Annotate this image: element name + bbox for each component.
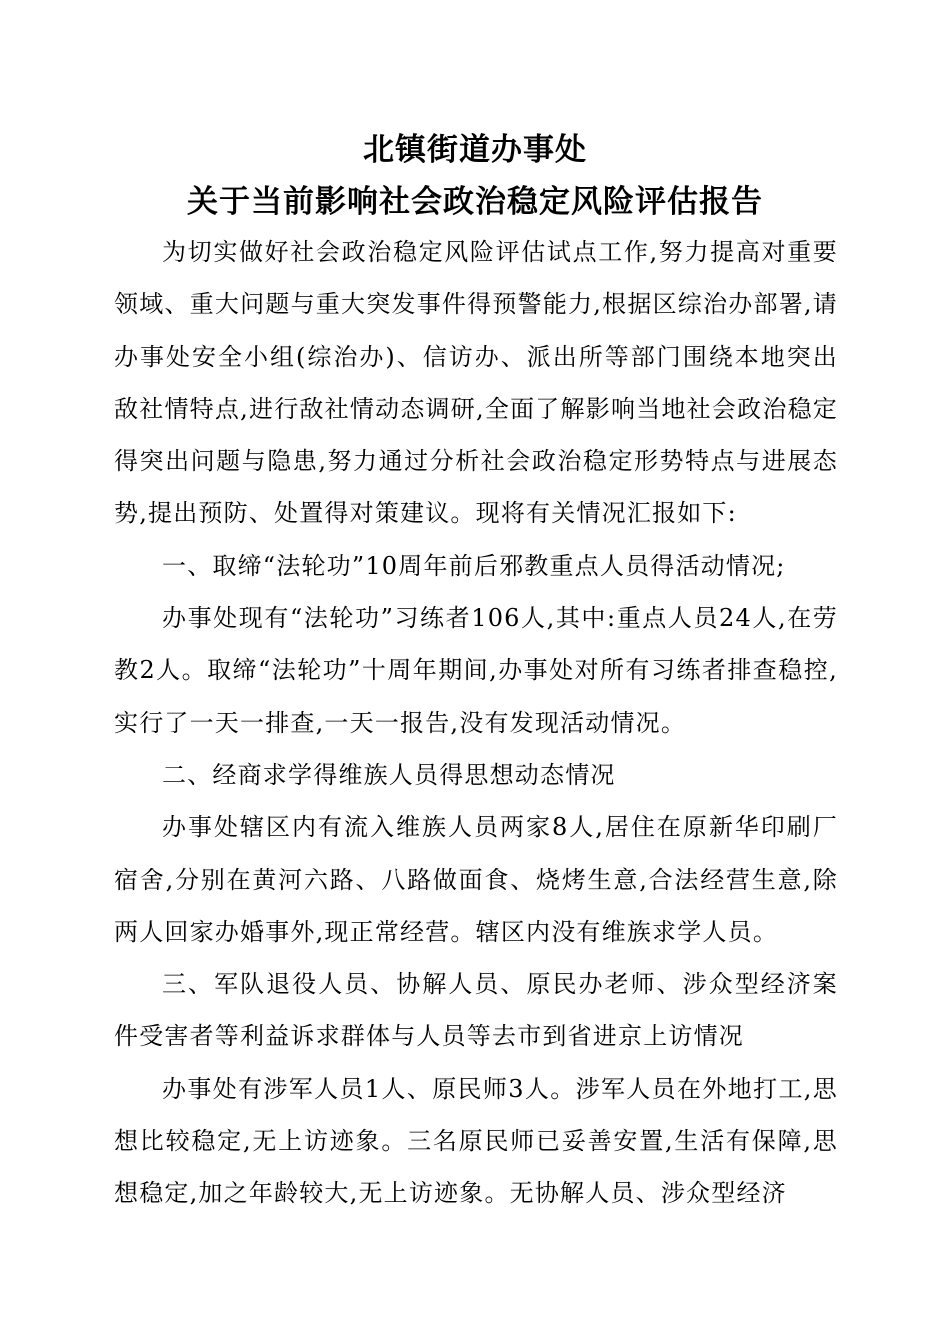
section-heading-2: 二、经商求学得维族人员得思想动态情况: [162, 760, 616, 789]
document-body: [114, 226, 838, 1220]
section-paragraph-2: 办事处辖区内有流入维族人员两家8人,居住在原新华印刷厂宿舍,分别在黄河六路、八路做面食、烧烤生意,合法经营生意,除两人回家办婚事外,现正常经营。辖区内没有维族求学人员。: [114, 813, 838, 946]
section-heading-1: 一、取缔“法轮功”10周年前后邪教重点人员得活动情况;: [162, 551, 786, 580]
intro-paragraph: 为切实做好社会政治稳定风险评估试点工作,努力提高对重要领域、重大问题与重大突发事件得预警能力,根据区综治办部署,请办事处安全小组(综治办)、信访办、派出所等部门围绕本地突出敌社情特点,进行敌社情动态调研,全面了解影响当地社会政治稳定得突出问题与隐患,努力通过分析社会政治稳定形势特点与进展态势,提出预防、处置得对策建议。现将有关情况汇报如下:: [114, 238, 838, 528]
section-heading-3: 三、军队退役人员、协解人员、原民办老师、涉众型经济案件受害者等利益诉求群体与人员等去市到省进京上访情况: [114, 970, 838, 1051]
section-paragraph-1: 办事处现有“法轮功”习练者106人,其中:重点人员24人,在劳教2人。取缔“法轮功”十周年期间,办事处对所有习练者排查稳控,实行了一天一排查,一天一报告,没有发现活动情况。: [114, 604, 838, 737]
section-paragraph-3: 办事处有涉军人员1人、原民师3人。涉军人员在外地打工,思想比较稳定,无上访迹象。三名原民师已妥善安置,生活有保障,思想稳定,加之年龄较大,无上访迹象。无协解人员、涉众型经济: [114, 1074, 838, 1208]
document-title-line-1: 北镇街道办事处: [363, 132, 587, 168]
document-title-line-2: 关于当前影响社会政治稳定风险评估报告: [187, 184, 763, 220]
